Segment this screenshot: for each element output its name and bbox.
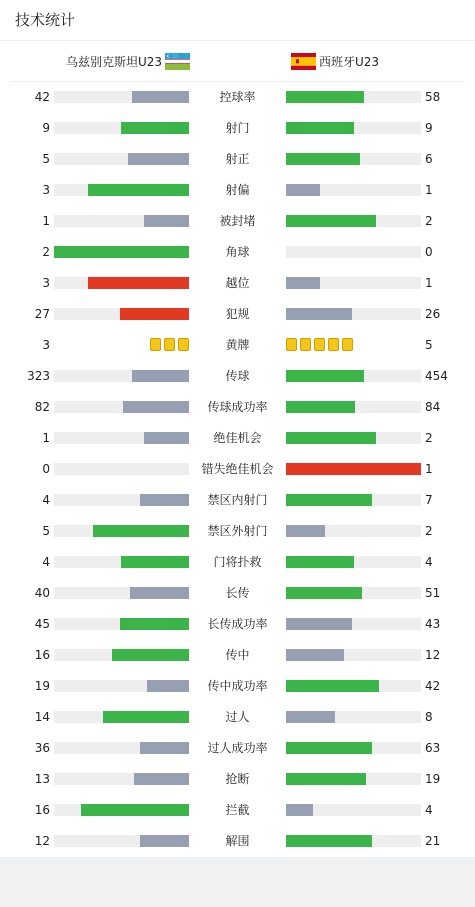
stat-row (0, 268, 475, 299)
yellow-card-icon (314, 338, 325, 351)
away-bar-track (286, 587, 421, 599)
home-bar-track (54, 184, 189, 196)
home-bar-fill (134, 773, 189, 785)
away-value: 1 (425, 183, 433, 197)
home-bar-track (54, 742, 189, 754)
stat-label: 过人 (225, 710, 250, 724)
stat-label: 门将扑救 (213, 555, 262, 569)
away-value: 5 (425, 338, 433, 352)
stat-row (0, 454, 475, 485)
away-value: 51 (425, 586, 441, 600)
home-bar-track (54, 835, 189, 847)
yellow-card-icon (300, 338, 311, 351)
away-bar-track (286, 525, 421, 537)
home-yellow-cards (150, 338, 189, 351)
home-value: 3 (42, 276, 50, 290)
away-bar-fill (286, 804, 313, 816)
home-bar-fill (128, 153, 189, 165)
away-value: 1 (425, 462, 433, 476)
away-bar-fill (286, 277, 320, 289)
home-bar-track (54, 711, 189, 723)
away-value: 2 (425, 524, 433, 538)
stat-label: 绝佳机会 (213, 431, 262, 445)
away-bar-track (286, 277, 421, 289)
home-bar-track (54, 773, 189, 785)
stat-row (0, 795, 475, 826)
stat-label: 错失绝佳机会 (201, 462, 274, 476)
home-value: 5 (42, 524, 50, 538)
home-bar-fill (130, 587, 189, 599)
stat-row (0, 547, 475, 578)
home-bar-track (54, 91, 189, 103)
stat-row (0, 299, 475, 330)
away-value: 1 (425, 276, 433, 290)
yellow-card-icon (164, 338, 175, 351)
stat-label: 禁区内射门 (207, 493, 268, 507)
away-bar-fill (286, 153, 360, 165)
yellow-card-icon (328, 338, 339, 351)
home-bar-track (54, 525, 189, 537)
stat-label: 传球 (225, 369, 250, 383)
away-bar-track (286, 153, 421, 165)
away-bar-fill (286, 91, 364, 103)
away-value: 454 (425, 369, 448, 383)
away-bar-track (286, 556, 421, 568)
home-bar-fill (93, 525, 189, 537)
stat-label: 犯规 (225, 307, 250, 321)
stat-label: 解围 (225, 834, 250, 848)
away-value: 4 (425, 555, 433, 569)
stat-label: 射正 (225, 152, 250, 166)
away-value: 9 (425, 121, 433, 135)
home-bar-fill (88, 184, 189, 196)
away-value: 19 (425, 772, 441, 786)
away-bar-track (286, 649, 421, 661)
home-value: 19 (34, 679, 50, 693)
home-team-name: 乌兹别克斯坦U23 (65, 54, 162, 69)
stat-label: 黄牌 (225, 338, 250, 352)
stat-label: 传中成功率 (207, 679, 268, 693)
away-bar-fill (286, 587, 362, 599)
away-bar-track (286, 370, 421, 382)
stat-label: 过人成功率 (207, 741, 268, 755)
yellow-card-icon (286, 338, 297, 351)
stat-label: 长传成功率 (207, 617, 268, 631)
stat-label: 控球率 (219, 90, 256, 104)
away-bar-fill (286, 184, 320, 196)
away-bar-track (286, 742, 421, 754)
yellow-card-icon (342, 338, 353, 351)
stat-row (0, 144, 475, 175)
away-bar-fill (286, 494, 372, 506)
home-value: 27 (34, 307, 50, 321)
home-bar-track (54, 649, 189, 661)
home-bar-track (54, 215, 189, 227)
away-bar-fill (286, 835, 372, 847)
stat-row (0, 237, 475, 268)
home-bar-fill (132, 370, 189, 382)
away-bar-track (286, 215, 421, 227)
away-value: 21 (425, 834, 441, 848)
stat-row (0, 733, 475, 764)
home-bar-track (54, 246, 189, 258)
home-bar-fill (140, 835, 189, 847)
stat-row (0, 423, 475, 454)
home-bar-track (54, 680, 189, 692)
home-value: 4 (42, 493, 50, 507)
away-value: 84 (425, 400, 441, 414)
home-bar-track (54, 556, 189, 568)
home-bar-fill (54, 246, 189, 258)
stat-row (0, 361, 475, 392)
home-bar-track (54, 153, 189, 165)
away-yellow-cards (286, 338, 353, 351)
stat-row (0, 826, 475, 857)
away-bar-fill (286, 711, 335, 723)
home-bar-track (54, 587, 189, 599)
home-bar-fill (132, 91, 189, 103)
home-bar-track (54, 308, 189, 320)
stat-row (0, 175, 475, 206)
home-value: 0 (42, 462, 50, 476)
away-bar-fill (286, 649, 344, 661)
home-value: 14 (34, 710, 50, 724)
home-bar-fill (81, 804, 189, 816)
away-bar-fill (286, 308, 352, 320)
home-bar-fill (121, 122, 189, 134)
away-bar-track (286, 308, 421, 320)
home-value: 36 (34, 741, 50, 755)
home-value: 16 (34, 648, 50, 662)
away-value: 12 (425, 648, 441, 662)
spain-flag-icon (291, 53, 316, 70)
home-bar-fill (147, 680, 189, 692)
home-bar-track (54, 432, 189, 444)
stat-row (0, 206, 475, 237)
home-value: 16 (34, 803, 50, 817)
stat-row (0, 516, 475, 547)
home-bar-fill (120, 618, 189, 630)
home-value: 323 (27, 369, 50, 383)
home-value: 5 (42, 152, 50, 166)
home-bar-track (54, 463, 189, 475)
away-value: 58 (425, 90, 441, 104)
away-bar-fill (286, 742, 372, 754)
stat-label: 禁区外射门 (207, 524, 268, 538)
stat-row (0, 82, 475, 113)
home-value: 9 (42, 121, 50, 135)
stat-label: 传球成功率 (207, 400, 268, 414)
stat-label: 角球 (225, 245, 250, 259)
home-bar-track (54, 370, 189, 382)
away-value: 43 (425, 617, 441, 631)
away-value: 4 (425, 803, 433, 817)
stat-row (0, 609, 475, 640)
home-value: 2 (42, 245, 50, 259)
home-bar-track (54, 804, 189, 816)
home-bar-fill (140, 742, 189, 754)
away-bar-track (286, 804, 421, 816)
away-value: 63 (425, 741, 441, 755)
stat-label: 越位 (225, 276, 250, 290)
home-value: 1 (42, 214, 50, 228)
home-bar-track (54, 618, 189, 630)
away-bar-track (286, 680, 421, 692)
away-bar-fill (286, 556, 354, 568)
title-divider (0, 40, 475, 41)
home-bar-track (54, 122, 189, 134)
home-value: 40 (34, 586, 50, 600)
away-bar-fill (286, 525, 325, 537)
away-bar-track (286, 401, 421, 413)
away-bar-track (286, 432, 421, 444)
away-value: 26 (425, 307, 441, 321)
stat-row (0, 330, 475, 361)
home-value: 1 (42, 431, 50, 445)
home-bar-fill (123, 401, 189, 413)
away-bar-fill (286, 215, 376, 227)
home-bar-track (54, 401, 189, 413)
yellow-card-icon (178, 338, 189, 351)
home-value: 42 (34, 90, 50, 104)
away-bar-track (286, 773, 421, 785)
away-bar-fill (286, 680, 379, 692)
away-bar-fill (286, 401, 355, 413)
stat-row (0, 764, 475, 795)
home-value: 3 (42, 338, 50, 352)
away-bar-track (286, 835, 421, 847)
home-bar-fill (112, 649, 189, 661)
away-bar-fill (286, 432, 376, 444)
stat-label: 抢断 (225, 772, 250, 786)
stat-row (0, 671, 475, 702)
home-value: 82 (34, 400, 50, 414)
home-value: 12 (34, 834, 50, 848)
away-bar-track (286, 246, 421, 258)
away-bar-track (286, 91, 421, 103)
away-team (291, 50, 379, 72)
stats-list (0, 82, 475, 857)
home-bar-track (54, 277, 189, 289)
stat-label: 长传 (225, 586, 250, 600)
home-bar-fill (88, 277, 189, 289)
away-bar-track (286, 184, 421, 196)
home-bar-track (54, 494, 189, 506)
stat-row (0, 702, 475, 733)
uzbekistan-flag-icon (165, 53, 190, 70)
stat-label: 射门 (225, 121, 250, 135)
home-bar-fill (144, 215, 189, 227)
home-value: 13 (34, 772, 50, 786)
home-bar-fill (144, 432, 189, 444)
home-value: 4 (42, 555, 50, 569)
home-value: 45 (34, 617, 50, 631)
home-value: 3 (42, 183, 50, 197)
yellow-card-icon (150, 338, 161, 351)
away-bar-track (286, 711, 421, 723)
away-value: 6 (425, 152, 433, 166)
stat-label: 拦截 (225, 803, 250, 817)
away-value: 2 (425, 431, 433, 445)
team-header (0, 50, 475, 72)
stat-row (0, 392, 475, 423)
home-bar-fill (121, 556, 189, 568)
away-bar-fill (286, 618, 352, 630)
away-bar-track (286, 463, 421, 475)
stat-row (0, 113, 475, 144)
away-bar-fill (286, 463, 421, 475)
stat-row (0, 485, 475, 516)
away-value: 2 (425, 214, 433, 228)
away-bar-fill (286, 773, 366, 785)
away-bar-track (286, 618, 421, 630)
page-title: 技术统计 (15, 11, 76, 29)
home-bar-fill (103, 711, 189, 723)
home-bar-fill (140, 494, 189, 506)
away-value: 7 (425, 493, 433, 507)
away-team-name: 西班牙U23 (319, 54, 380, 69)
stat-label: 传中 (225, 648, 250, 662)
stat-label: 被封堵 (219, 214, 256, 228)
home-bar-fill (120, 308, 189, 320)
away-value: 0 (425, 245, 433, 259)
stat-row (0, 578, 475, 609)
stat-label: 射偏 (225, 183, 250, 197)
stat-row (0, 640, 475, 671)
away-bar-fill (286, 370, 364, 382)
home-team (66, 50, 190, 72)
away-value: 42 (425, 679, 441, 693)
away-bar-track (286, 494, 421, 506)
away-value: 8 (425, 710, 433, 724)
away-bar-fill (286, 122, 354, 134)
away-bar-track (286, 122, 421, 134)
